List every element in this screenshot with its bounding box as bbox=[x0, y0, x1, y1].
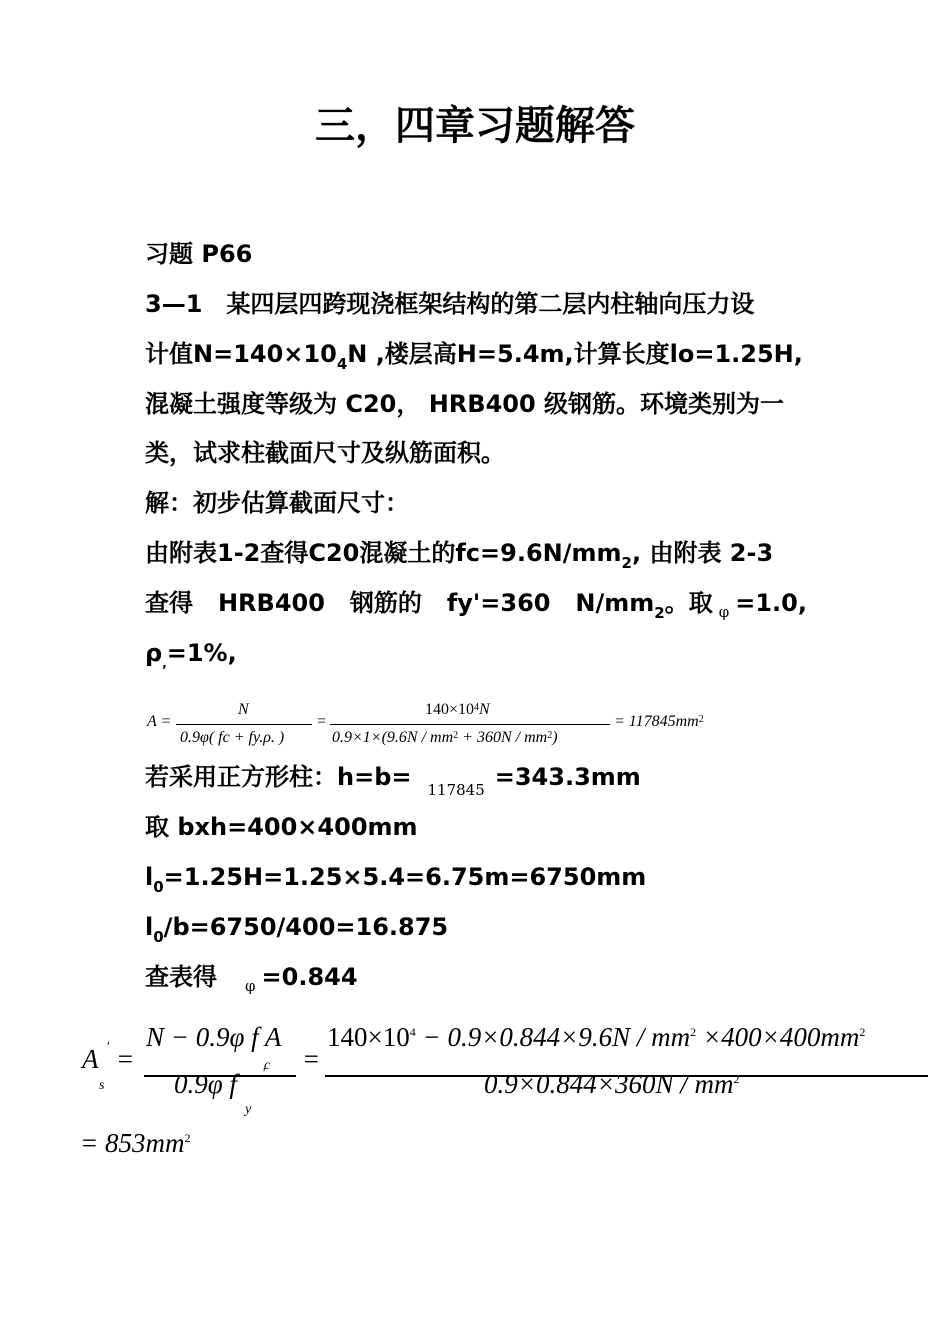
rho-subscript: , bbox=[162, 656, 167, 670]
eq1-lhs: A = bbox=[147, 713, 172, 730]
table-lookup-a: 查表得 bbox=[145, 963, 217, 991]
eq1-fraction-bar-1 bbox=[176, 724, 312, 725]
solution-line-2-word: fy'=360 bbox=[446, 589, 551, 617]
eq2-num2 bbox=[327, 1022, 865, 1053]
table-lookup-line bbox=[145, 961, 358, 1002]
page-title: 三，四章习题解答 bbox=[315, 103, 635, 149]
square-column-a: 若采用正方形柱：h=b= bbox=[145, 763, 412, 791]
problem-line-4: 类，试求柱截面尺寸及纵筋面积。 bbox=[145, 439, 505, 467]
eq2-num2-sup2: 2 bbox=[690, 1025, 697, 1039]
solution-line-2-unit-text: N/mm bbox=[575, 589, 655, 617]
solution-line-2-word: 查得 bbox=[145, 589, 193, 617]
solution-line-3-b: =1%, bbox=[166, 639, 237, 667]
eq1-den2-sup2: 2 bbox=[547, 730, 553, 741]
eq2-num2-c: ×400×400mm bbox=[696, 1022, 860, 1052]
eq2-result bbox=[80, 1128, 190, 1159]
eq2-lhs-prime: ' bbox=[106, 1040, 109, 1055]
rho-symbol: ρ bbox=[145, 639, 163, 667]
problem-line-2-a: 计值N=140×10 bbox=[145, 340, 337, 368]
eq2-num1-c: c bbox=[264, 1058, 271, 1073]
l0-line bbox=[145, 861, 646, 903]
eq2-lhs-A: A bbox=[82, 1044, 99, 1074]
eq2-den2-a: 0.9×0.844×360N / mm bbox=[484, 1069, 734, 1099]
solution-line-1-a: 由附表1-2查得C20混凝土的fc=9.6N/mm bbox=[145, 539, 622, 567]
solution-line-2-unit bbox=[575, 587, 807, 629]
eq1-num2-sup: 4 bbox=[474, 702, 480, 713]
eq2-result-text: = 853mm bbox=[80, 1128, 185, 1158]
eq2-result-sup: 2 bbox=[184, 1131, 191, 1145]
solution-line-3 bbox=[145, 637, 237, 679]
ratio-line bbox=[145, 911, 448, 953]
eq2-den2-sup: 2 bbox=[733, 1072, 740, 1086]
solution-line-1-sub: 2 bbox=[621, 554, 632, 572]
problem-line-3: 混凝土强度等级为 C20， HRB400 级钢筋。环境类别为一 bbox=[145, 390, 785, 418]
eq2-num2-sup3: 2 bbox=[859, 1025, 866, 1039]
sqrt-radicand: 117845 bbox=[427, 781, 485, 799]
eq2-eqsign-2: = bbox=[302, 1044, 321, 1074]
section-heading: 习题 P66 bbox=[145, 240, 253, 268]
problem-line-2-sup: 4 bbox=[336, 355, 348, 373]
eq1-num2-a: 140×10 bbox=[425, 701, 475, 718]
solution-line-2 bbox=[145, 587, 807, 629]
eq1-den2 bbox=[332, 729, 558, 747]
eq2-lhs-s: s bbox=[99, 1078, 105, 1093]
l0-subscript: 0 bbox=[153, 878, 164, 896]
eq2-den2 bbox=[484, 1069, 739, 1100]
eq2-eqsign-1: = bbox=[116, 1044, 135, 1074]
eq1-fraction-bar-2 bbox=[330, 724, 610, 725]
ratio-value: /b=6750/400=16.875 bbox=[163, 913, 449, 941]
eq1-result-sup: 2 bbox=[698, 714, 704, 725]
eq2-num2-a: 140×10 bbox=[327, 1022, 410, 1052]
eq2-num2-b: − 0.9×0.844×9.6N / mm bbox=[415, 1022, 691, 1052]
problem-line-2-b: N ,楼层高H=5.4m,计算长度lo=1.25H, bbox=[347, 340, 803, 368]
phi-symbol: φ bbox=[718, 603, 730, 621]
eq1-den1: 0.9φ( fc + fy.ρ. ) bbox=[180, 729, 285, 746]
solution-intro: 解：初步估算截面尺寸： bbox=[145, 489, 409, 517]
eq2-den1: 0.9φ f bbox=[174, 1069, 237, 1099]
problem-line-1: 3—1 某四层四跨现浇框架结构的第二层内柱轴向压力设 bbox=[145, 290, 755, 318]
eq2-num2-sup: 4 bbox=[409, 1025, 416, 1039]
eq1-den2-c: ) bbox=[552, 729, 558, 746]
eq2-den1-prime: ' bbox=[262, 1066, 265, 1081]
eq1-num2-b: N bbox=[479, 701, 490, 718]
ratio-symbol: l bbox=[145, 913, 154, 941]
problem-line-2 bbox=[145, 338, 803, 380]
solution-line-2-sub: 2 bbox=[654, 604, 665, 622]
eq1-num2 bbox=[425, 701, 490, 719]
eq1-eqsign: = bbox=[316, 713, 327, 730]
eq2-num1: N − 0.9φ f A bbox=[146, 1022, 282, 1052]
eq2-den1-y: y bbox=[245, 1102, 252, 1117]
solution-line-1-b: , 由附表 2-3 bbox=[631, 539, 774, 567]
solution-line-2-tail: 。取 bbox=[664, 589, 713, 617]
phi-symbol: φ bbox=[245, 977, 256, 995]
eq1-num1: N bbox=[238, 701, 249, 718]
solution-line-2-value: =1.0, bbox=[735, 589, 807, 617]
solution-line-1 bbox=[145, 537, 773, 579]
table-lookup-b: =0.844 bbox=[261, 963, 358, 991]
eq1-result bbox=[614, 713, 704, 731]
square-column-line bbox=[145, 761, 641, 806]
eq1-den2-a: 0.9×1×(9.6N / mm bbox=[332, 729, 454, 746]
l0-value: =1.25H=1.25×5.4=6.75m=6750mm bbox=[163, 863, 647, 891]
l0-symbol: l bbox=[145, 863, 154, 891]
solution-line-2-word: HRB400 bbox=[217, 589, 325, 617]
eq1-den2-sup1: 2 bbox=[453, 730, 459, 741]
square-column-b: =343.3mm bbox=[494, 763, 641, 791]
eq1-result-text: = 117845mm bbox=[614, 713, 699, 730]
eq1-den2-b: + 360N / mm bbox=[458, 729, 548, 746]
solution-line-2-word: 钢筋的 bbox=[349, 589, 422, 617]
ratio-subscript: 0 bbox=[153, 928, 164, 946]
take-dimension-line: 取 bxh=400×400mm bbox=[145, 813, 418, 841]
